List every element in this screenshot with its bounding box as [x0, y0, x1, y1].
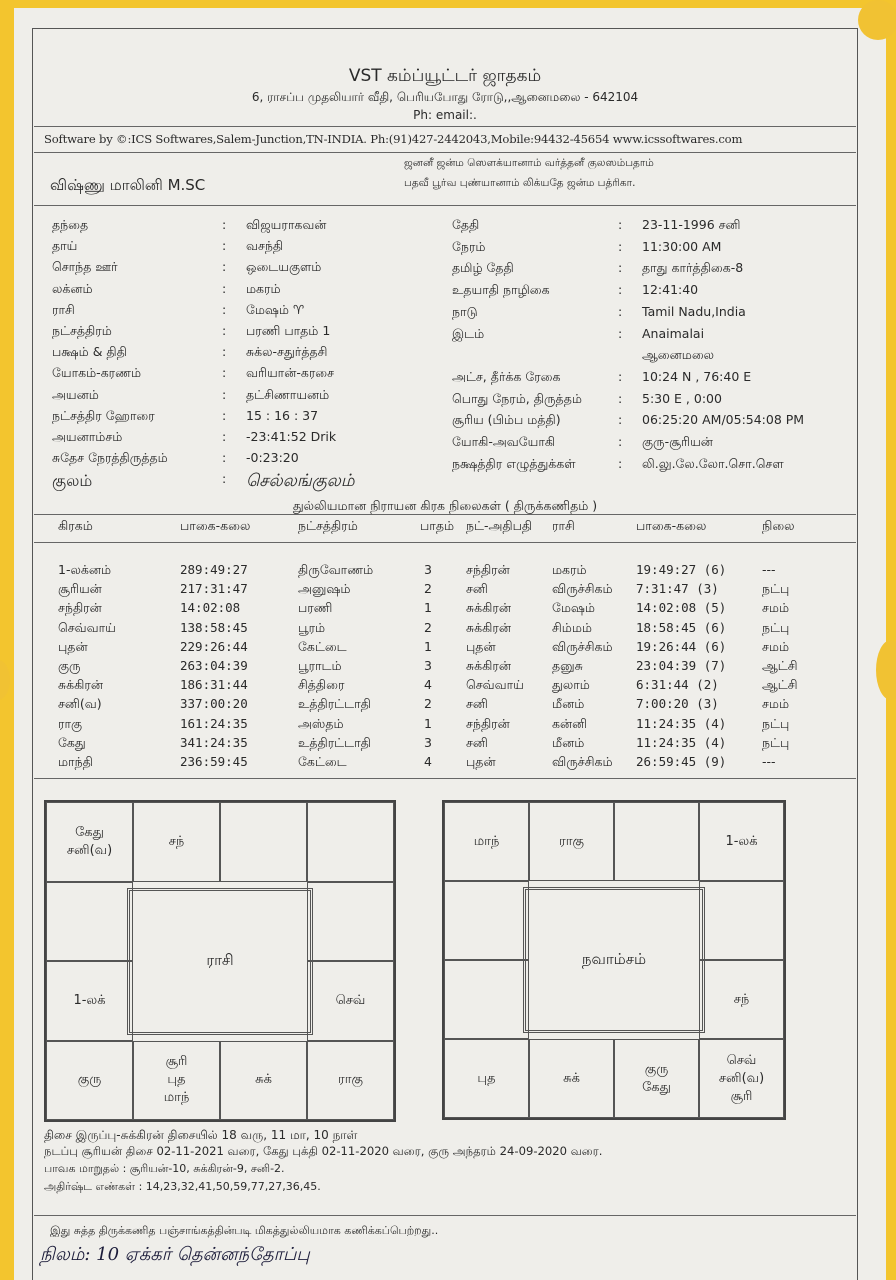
chart-house-meena: [444, 802, 529, 881]
chart-house-rishaba: [220, 802, 307, 882]
divider: [34, 205, 856, 206]
detail-colon: :: [222, 344, 227, 360]
planet-cell: சுக்கிரன்: [466, 619, 511, 635]
planet-cell: சந்திரன்: [466, 715, 510, 731]
detail-label: லக்னம்: [52, 280, 93, 296]
planet-cell: 2: [424, 619, 432, 635]
planet-row: [0, 658, 896, 677]
detail-label: தேதி: [452, 217, 480, 232]
chart-center-label: நவாம்சம்: [581, 950, 647, 968]
detail-label: சொந்த ஊர்: [52, 259, 118, 275]
detail-colon: :: [618, 434, 623, 449]
dasa-balance: திசை இருப்பு-சுக்கிரன் திசையில் 18 வரு, 11 மா, 10 நாள்: [44, 1128, 358, 1142]
planet-cell: சமம்: [762, 638, 790, 654]
detail-row: [452, 326, 896, 346]
detail-label: யோகி-அவயோகி: [452, 434, 556, 449]
planet-cell: கேட்டை: [298, 754, 347, 769]
detail-colon: :: [618, 238, 623, 254]
planet-cell: நட்பு: [762, 581, 790, 597]
planet-row: [0, 620, 896, 639]
chart-planet: கேது: [642, 1079, 671, 1095]
planet-cell: 229:26:44: [180, 638, 248, 654]
detail-label: சூரிய (பிம்ப மத்தி): [452, 412, 561, 428]
detail-label: நக்ஷத்திர எழுத்துக்கள்: [452, 455, 576, 471]
detail-value: லி.லு.லே.லோ.சொ.செள: [642, 455, 784, 471]
detail-value: மகரம்: [246, 280, 281, 296]
chart-house-makara: [444, 960, 529, 1039]
detail-row: [452, 391, 896, 411]
planet-cell: 2: [424, 696, 432, 712]
planet-cell: கேது: [58, 734, 86, 750]
planet-cell: அனுஷம்: [298, 581, 351, 597]
chart-house-kumbha: [46, 882, 133, 962]
detail-label: தாய்: [52, 238, 78, 254]
planet-cell: 7:31:47 (3): [636, 581, 719, 597]
detail-value: வரியான்-கரசை: [246, 365, 335, 381]
planet-cell: சனி(வ): [58, 696, 102, 712]
planet-cell: சனி: [466, 696, 488, 712]
planet-cell: 19:26:44 (6): [636, 638, 727, 654]
detail-colon: :: [618, 325, 623, 341]
planet-cell: சனி: [466, 581, 488, 597]
detail-label: தமிழ் தேதி: [452, 260, 514, 276]
chart-planet: சுக்: [255, 1072, 272, 1088]
planet-row: [0, 716, 896, 735]
planet-cell: சமம்: [762, 600, 790, 616]
chart-planet: மாந்: [163, 1090, 190, 1106]
planet-header-cell: நிலை: [762, 518, 795, 533]
planet-cell: 337:00:20: [180, 696, 248, 712]
planet-cell: 26:59:45 (9): [636, 754, 727, 769]
planet-cell: சந்திரன்: [58, 600, 102, 616]
detail-row: [452, 304, 896, 324]
chart-house-kanni: [307, 1041, 394, 1121]
detail-value: வசந்தி: [246, 238, 284, 254]
planet-row: [0, 677, 896, 696]
chart-house-mithuna: [699, 802, 784, 881]
detail-row: [452, 412, 896, 432]
verse-line-1: ஜனனீ ஜன்ம ஸௌக்யானாம் வர்த்தனீ குலஸம்பதாம்: [404, 157, 654, 169]
detail-row: [452, 456, 896, 476]
detail-colon: :: [222, 450, 227, 466]
planet-row: [0, 581, 896, 600]
chart-planet: சூரி: [730, 1088, 753, 1104]
planet-cell: 23:04:39 (7): [636, 658, 727, 673]
navamsa-chart: [442, 800, 786, 1120]
bhava-change: பாவக மாறுதல் : சூரியன்-10, சுக்கிரன்-9, சனி-2.: [44, 1162, 285, 1175]
detail-colon: :: [222, 259, 227, 275]
planet-cell: 289:49:27: [180, 562, 248, 577]
detail-label: பக்ஷம் & திதி: [52, 344, 127, 360]
divider: [34, 778, 856, 779]
chart-house-kataka: [699, 881, 784, 960]
planet-header-cell: பாகை-கலை: [180, 518, 251, 533]
detail-colon: :: [222, 323, 227, 338]
header-address: 6, ராசப்ப முதலியார் வீதி, பெரியபோது ரோடு,,ஆனைமலை - 642104: [251, 90, 639, 104]
planet-cell: 7:00:20 (3): [636, 696, 719, 712]
detail-value: குரு-சூரியன்: [642, 434, 713, 449]
planet-header-cell: கிரகம்: [58, 518, 93, 533]
detail-colon: :: [222, 365, 227, 381]
detail-value: 11:30:00 AM: [642, 238, 722, 254]
chart-house-kumbha: [444, 881, 529, 960]
planet-cell: நட்பு: [762, 619, 790, 635]
handwritten-note: நிலம்: 10 ஏக்கர் தென்னந்தோப்பு: [40, 1244, 310, 1265]
chart-planet: புத: [167, 1072, 186, 1088]
detail-label: யோகம்-கரணம்: [52, 365, 142, 381]
detail-value: Anaimalai: [642, 325, 705, 341]
detail-colon: :: [618, 217, 623, 232]
chart-house-thula: [614, 1039, 699, 1118]
planet-cell: 1: [424, 715, 432, 731]
planet-cell: புதன்: [466, 638, 496, 654]
planet-cell: செவ்வாய்: [58, 619, 116, 635]
detail-value: 5:30 E , 0:00: [642, 390, 722, 406]
chart-center-label: ராசி: [206, 951, 234, 969]
detail-row: [452, 369, 896, 389]
chart-planet: சனி(வ): [718, 1070, 765, 1086]
chart-house-vrischika: [133, 1041, 220, 1121]
detail-label: பொது நேரம், திருத்தம்: [452, 390, 582, 406]
detail-colon: :: [618, 260, 623, 276]
detail-colon: :: [222, 238, 227, 254]
planet-row: [0, 696, 896, 715]
planet-cell: சுக்கிரன்: [58, 677, 103, 693]
planet-cell: தனுசு: [552, 658, 583, 673]
divider: [34, 152, 856, 153]
detail-row: [452, 434, 896, 454]
detail-value: -0:23:20: [246, 450, 299, 466]
planet-cell: பரணி: [298, 600, 333, 616]
detail-value: Tamil Nadu,India: [642, 303, 746, 319]
chart-house-mithuna: [307, 802, 394, 882]
chart-planet: கேது: [75, 824, 104, 840]
planet-cell: நட்பு: [762, 734, 790, 750]
planet-cell: 1: [424, 600, 432, 616]
planet-cell: 161:24:35: [180, 715, 248, 731]
detail-colon: :: [222, 407, 227, 423]
detail-label: இடம்: [452, 325, 485, 341]
chart-planet: புத: [477, 1070, 496, 1086]
planet-cell: 217:31:47: [180, 581, 248, 597]
planet-header-cell: பாதம்: [420, 518, 455, 533]
birth-details-left: [52, 217, 422, 497]
chart-house-mesha: [529, 802, 614, 881]
detail-label: அயனம்: [52, 386, 99, 402]
planet-row: [0, 639, 896, 658]
chart-planet: ராகு: [559, 833, 584, 849]
detail-colon: :: [618, 390, 623, 406]
chart-house-thula: [220, 1041, 307, 1121]
planet-cell: திருவோணம்: [298, 562, 374, 577]
planet-cell: நட்பு: [762, 715, 790, 731]
detail-colon: :: [618, 412, 623, 428]
detail-value: மேஷம் ♈: [246, 301, 305, 317]
planet-cell: சித்திரை: [298, 677, 345, 693]
planet-cell: சமம்: [762, 696, 790, 712]
detail-label: நட்சத்திரம்: [52, 323, 112, 338]
planet-cell: 138:58:45: [180, 619, 248, 635]
detail-colon: :: [618, 282, 623, 298]
verse-line-2: பதவீ பூர்வ புண்யானாம் லிக்யதே ஜன்ம பத்ரிகா.: [404, 177, 636, 189]
current-period: நடப்பு சூரியன் திசை 02-11-2021 வரை, கேது புக்தி 02-11-2020 வரை, குரு அந்தரம் 24-09-2020 வரை.: [44, 1144, 603, 1158]
chart-planet: 1-லக்: [725, 833, 758, 849]
detail-value: சுக்ல-சதுர்த்தசி: [246, 344, 328, 360]
person-name: விஷ்ணு மாலினி M.SC: [50, 176, 206, 194]
planet-cell: விருச்சிகம்: [552, 581, 613, 597]
planet-cell: பூரம்: [298, 619, 326, 635]
detail-label: நட்சத்திர ஹோரை: [52, 407, 155, 423]
planet-cell: 11:24:35 (4): [636, 734, 727, 750]
planet-cell: விருச்சிகம்: [552, 638, 613, 654]
chart-planet: செவ்: [726, 1052, 757, 1068]
chart-house-vrischika: [529, 1039, 614, 1118]
divider: [34, 1215, 856, 1216]
planet-table-header: [0, 518, 896, 538]
planet-cell: 3: [424, 658, 432, 673]
detail-value: 10:24 N , 76:40 E: [642, 368, 752, 384]
planet-cell: புதன்: [58, 638, 88, 654]
chart-planet: சுக்: [563, 1070, 580, 1086]
chart-house-dhanu: [46, 1041, 133, 1121]
accuracy-note: இது சுத்த திருக்கணித பஞ்சாங்கத்தின்படி மிகத்துல்லியமாக கணிக்கப்பெற்றது..: [50, 1224, 439, 1237]
planet-header-cell: நட்சத்திரம்: [298, 518, 358, 533]
planet-cell: 236:59:45: [180, 754, 248, 769]
planet-cell: சுக்கிரன்: [466, 600, 511, 616]
rasi-chart: [44, 800, 396, 1122]
planet-cell: 6:31:44 (2): [636, 677, 719, 693]
divider: [34, 514, 856, 515]
planet-cell: சூரியன்: [58, 581, 102, 597]
planet-cell: செவ்வாய்: [466, 677, 524, 693]
planet-cell: புதன்: [466, 754, 496, 769]
planet-cell: ஆட்சி: [762, 677, 798, 693]
detail-label: ராசி: [52, 301, 75, 317]
detail-colon: :: [222, 217, 227, 232]
planet-cell: 341:24:35: [180, 734, 248, 750]
detail-value: 12:41:40: [642, 282, 699, 298]
chart-planet: சந்: [168, 833, 185, 849]
chart-planet: குரு: [77, 1072, 102, 1088]
detail-value: விஜயராகவன்: [246, 217, 327, 232]
chart-house-rishaba: [614, 802, 699, 881]
chart-house-kataka: [307, 882, 394, 962]
detail-label: அட்ச, தீர்க்க ரேகை: [452, 368, 561, 384]
planet-cell: 186:31:44: [180, 677, 248, 693]
planet-row: [0, 562, 896, 581]
detail-label: நாடு: [452, 303, 478, 319]
planet-row: [0, 600, 896, 619]
chart-planet: சனி(வ): [66, 842, 113, 858]
header-title: VST கம்ப்யூட்டர் ஜாதகம்: [348, 66, 542, 86]
planet-cell: ஆட்சி: [762, 658, 798, 673]
planet-cell: ---: [762, 562, 776, 577]
birth-details-right: [452, 217, 852, 477]
detail-value: தட்சிணாயனம்: [246, 386, 330, 402]
detail-value: 15 : 16 : 37: [246, 407, 319, 423]
detail-label: அயனாம்சம்: [52, 429, 123, 444]
planet-header-cell: நட்-அதிபதி: [466, 518, 533, 533]
detail-colon: :: [222, 301, 227, 317]
detail-row: [452, 217, 896, 237]
planet-cell: 11:24:35 (4): [636, 715, 727, 731]
lucky-numbers: அதிர்ஷ்ட எண்கள் : 14,23,32,41,50,59,77,27,36,45.: [44, 1180, 321, 1193]
planet-cell: 263:04:39: [180, 658, 248, 673]
divider: [34, 542, 856, 543]
planet-cell: 14:02:08 (5): [636, 600, 727, 616]
detail-value: 23-11-1996 சனி: [642, 217, 741, 232]
detail-colon: :: [222, 471, 227, 487]
planet-cell: மீனம்: [552, 696, 585, 712]
detail-label: குலம்: [52, 471, 93, 491]
planet-cell: சனி: [466, 734, 488, 750]
planet-cell: கன்னி: [552, 715, 588, 731]
detail-row: [452, 260, 896, 280]
planet-cell: மகரம்: [552, 562, 587, 577]
chart-house-makara: [46, 961, 133, 1041]
planet-row: [0, 735, 896, 754]
yellow-background-spot: [858, 0, 896, 40]
planet-cell: 4: [424, 677, 432, 693]
planet-cell: உத்திரட்டாதி: [298, 696, 371, 712]
detail-value: தாது கார்த்திகை-8: [642, 260, 744, 276]
detail-row: [452, 282, 896, 302]
planet-header-cell: பாகை-கலை: [636, 518, 707, 533]
planets-title: துல்லியமான நிராயன கிரக நிலைகள் ( திருக்கணிதம் ): [292, 498, 598, 513]
planet-cell: 3: [424, 734, 432, 750]
chart-house-simha: [307, 961, 394, 1041]
detail-value: ஒடையகுளம்: [246, 259, 322, 275]
planet-cell: மாந்தி: [58, 754, 93, 769]
planet-cell: கேட்டை: [298, 638, 347, 654]
detail-value: -23:41:52 Drik: [246, 429, 337, 444]
detail-colon: :: [618, 455, 623, 471]
divider: [34, 126, 856, 127]
chart-house-simha: [699, 960, 784, 1039]
planet-cell: ---: [762, 754, 776, 769]
detail-colon: :: [618, 368, 623, 384]
detail-colon: :: [222, 280, 227, 296]
chart-planet: ராகு: [338, 1072, 363, 1088]
chart-planet: செவ்: [335, 992, 366, 1008]
detail-colon: :: [618, 303, 623, 319]
planet-header-row: [0, 518, 896, 537]
planet-cell: 2: [424, 581, 432, 597]
planet-table: [0, 562, 896, 774]
detail-label: உதயாதி நாழிகை: [452, 282, 550, 298]
planet-cell: விருச்சிகம்: [552, 754, 613, 769]
chart-planet: சூரி: [165, 1054, 188, 1070]
header-phone: Ph: email:.: [413, 108, 477, 122]
planet-cell: 1-லக்னம்: [58, 562, 112, 577]
detail-value: பரணி பாதம் 1: [246, 323, 331, 338]
chart-house-meena: [46, 802, 133, 882]
planet-cell: 19:49:27 (6): [636, 562, 727, 577]
detail-colon: :: [222, 429, 227, 444]
planet-cell: மீனம்: [552, 734, 585, 750]
detail-value: ஆனைமலை: [642, 347, 715, 363]
planet-cell: உத்திரட்டாதி: [298, 734, 371, 750]
planet-cell: 4: [424, 754, 432, 769]
planet-cell: 3: [424, 562, 432, 577]
planet-cell: 18:58:45 (6): [636, 619, 727, 635]
detail-row: [452, 347, 896, 367]
planet-cell: 14:02:08: [180, 600, 241, 616]
planet-cell: சந்திரன்: [466, 562, 510, 577]
planet-cell: குரு: [58, 658, 81, 673]
detail-label: சுதேச நேரத்திருத்தம்: [52, 450, 168, 466]
planet-cell: ராகு: [58, 715, 83, 731]
detail-value: செல்லங்குலம்: [246, 471, 355, 492]
detail-label: தந்தை: [52, 217, 89, 232]
chart-house-kanni: [699, 1039, 784, 1118]
chart-planet: குரு: [644, 1061, 669, 1077]
chart-house-mesha: [133, 802, 220, 882]
planet-cell: பூராடம்: [298, 658, 342, 673]
detail-value: 06:25:20 AM/05:54:08 PM: [642, 412, 805, 428]
chart-planet: 1-லக்: [73, 992, 106, 1008]
planet-cell: அஸ்தம்: [298, 715, 344, 731]
chart-planet: சந்: [733, 991, 750, 1007]
software-credit: Software by ©:ICS Softwares,Salem-Junction,TN-INDIA. Ph:(91)427-2442043,Mobile:94432-45654 www.icssoftwares.com: [44, 132, 743, 146]
planet-header-cell: ராசி: [552, 518, 575, 533]
planet-row: [0, 754, 896, 773]
detail-label: நேரம்: [452, 238, 486, 254]
planet-cell: துலாம்: [552, 677, 590, 693]
detail-row: [452, 239, 896, 259]
planet-cell: சுக்கிரன்: [466, 658, 511, 673]
planet-cell: சிம்மம்: [552, 619, 592, 635]
planet-cell: மேஷம்: [552, 600, 595, 616]
detail-colon: :: [222, 386, 227, 402]
chart-house-dhanu: [444, 1039, 529, 1118]
chart-planet: மாந்: [473, 833, 500, 849]
planet-cell: 1: [424, 638, 432, 654]
